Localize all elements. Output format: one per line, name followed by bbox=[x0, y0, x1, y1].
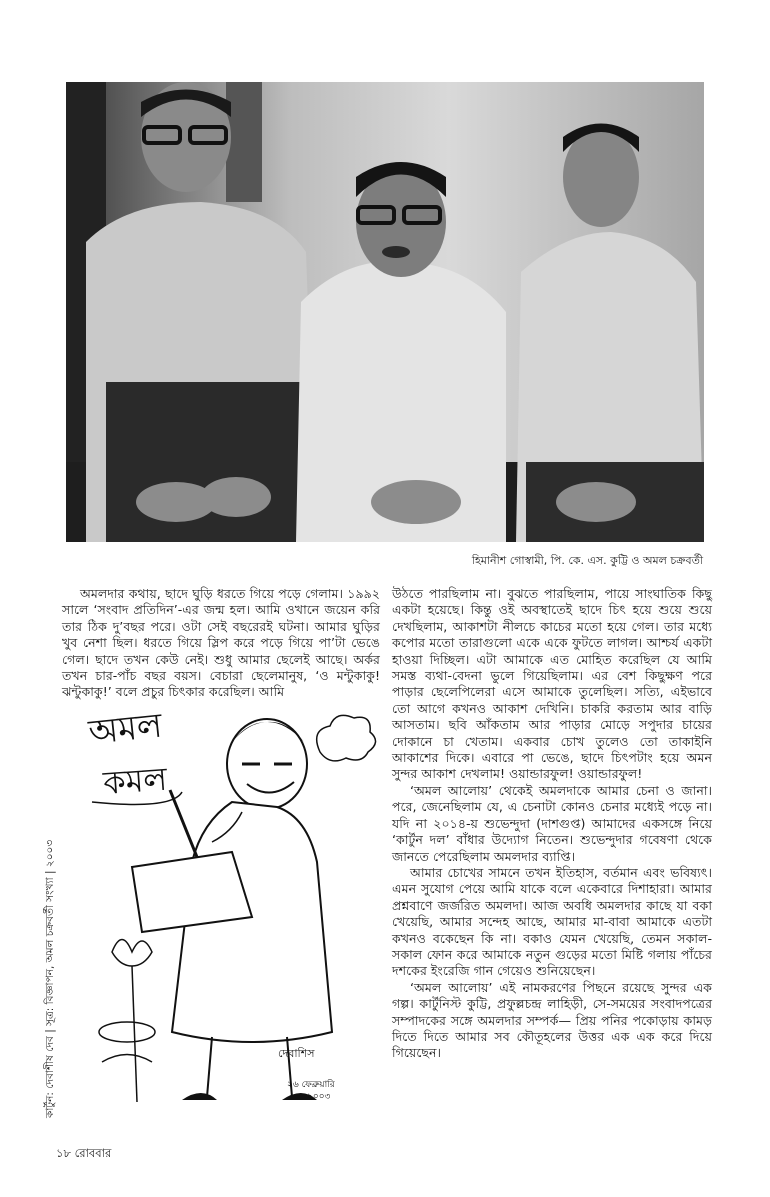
photo-caption: হিমানীশ গোস্বামী, পি. কে. এস. কুট্টি ও অমল চক্রবর্তী bbox=[471, 554, 703, 567]
cartoon-title-line1: অমল bbox=[86, 705, 165, 753]
article-column-left bbox=[62, 586, 380, 701]
paragraph: উঠতে পারছিলাম না। বুঝতে পারছিলাম, পায়ে সাংঘাতিক কিছু একটা হয়েছে। কিন্তু ওই অবস্থাতেই ছাদে চিৎ হয়ে শুয়ে শুয়ে দেখছিলাম, আকাশটা নীলচে কাচের মতো হয়ে গেল। তার মধ্যে কপোর মতো তারাগুলো একে একে ফুটতে লাগল। আশ্চর্য একটা হাওয়া দিচ্ছিল। এটা আমাকে এত মোহিত করেছিল যে আমি সমস্ত ব্যথা-বেদনা ভুলে গিয়েছিলাম। এর বেশ কিছুক্ষণ পরে পাড়ার ছেলেপিলেরা এসে আমাকে তুলেছিল। সত্যি, এইভাবে তো আগে কখনও আকাশ দেখিনি। চাকরি করতাম আর বাড়ি আসতাম। ছবি আঁকতাম আর পাড়ার মোড়ে সপুদার চায়ের দোকানে চা খেতাম। একবার চোখ তুলেও তো তাকাইনি আকাশের দিকে। এবারে পা ভেঙে, ছাদে চিৎপটাং হয়ে অমন সুন্দর আকাশ দেখলাম! ওয়ান্ডারফুল! ওয়ান্ডারফুল! bbox=[392, 586, 712, 782]
paragraph: অমলদার কথায়, ছাদে ঘুড়ি ধরতে গিয়ে পড়ে গেলাম। ১৯৯২ সালে ‘সংবাদ প্রতিদিন’-এর জন্ম হল। আমি ওখানে জয়েন করি তার ঠিক দু’বছর পরে। ওটা সেই বছরেরই ঘটনা। আমার ঘুড়ির খুব নেশা ছিল। ধরতে গিয়ে স্লিপ করে পড়ে গিয়ে পা’টা ভেঙে গেল। ছাদে তখন কেউ নেই। শুধু আমার ছেলেই আছে। অর্কর তখন চার-পাঁচ বছর বয়স। বেচারা ছেলেমানুষ, ‘ও মন্টুকাকু! ঝন্টুকাকু!’ বলে প্রচুর চিৎকার করেছিল। আমি bbox=[62, 586, 380, 700]
cartoon-illustration bbox=[82, 702, 382, 1122]
page-folio: ১৮ রোববার bbox=[56, 1146, 112, 1160]
paragraph: ‘অমল আলোয়’ থেকেই অমলদাকে আমার চেনা ও জানা। পরে, জেনেছিলাম যে, এ চেনাটা কোনও চেনার মধ্যেই পড়ে না। যদি না ২০১৪-য় শুভেন্দুদা (দাশগুপ্ত) আমাদের একসঙ্গে নিয়ে ‘কার্টুন দল’ বাঁধার উদ্যোগ নিতেন। শুভেন্দুদার গবেষণা থেকে জানতে পেরেছিলাম অমলদার ব্যাপ্তি। bbox=[392, 782, 712, 864]
cartoon-signature-line1: দেবাশিস bbox=[278, 1047, 315, 1060]
cartoon-signature-line3: ২০০৩ bbox=[307, 1092, 331, 1102]
cartoon-title-line2: কমল bbox=[101, 759, 169, 802]
photo-illustration bbox=[66, 82, 704, 542]
cartoon-signature-line2: ২৬ ফেব্রুয়ারি bbox=[287, 1080, 335, 1090]
cartoon-credit: কার্টুন: দেবাশীষ দেব | সূত্র: বিজ্ঞাপন, অমল চক্রবর্তী সংখ্যা | ২০০৩ bbox=[44, 839, 56, 1118]
archival-photo bbox=[66, 82, 704, 542]
article-column-right bbox=[392, 586, 712, 1062]
paragraph: ‘অমল আলোয়’ এই নামকরণের পিছনে রয়েছে সুন্দর এক গল্প। কার্টুনিস্ট কুট্টি, প্রফুল্লচন্দ্র লাহিড়ী, সে-সময়ের সংবাদপত্রের সম্পাদকের সঙ্গে অমলদার সম্পর্ক— প্রিয় পনির পকোড়ায় কামড় দিতে দিতে আমার সব কৌতূহলের উত্তর এক এক করে দিয়ে গিয়েছেন। bbox=[392, 979, 712, 1061]
paragraph: আমার চোখের সামনে তখন ইতিহাস, বর্তমান এবং ভবিষ্যৎ। এমন সুযোগ পেয়ে আমি যাকে বলে একেবারে দিশাহারা। আমার প্রশ্নবাণে জর্জরিত অমলদা। আজ অবধি অমলদার কাছে যা বকা খেয়েছি, আমার সন্দেহ আছে, আমার মা-বাবা আমাকে এতটা কখনও বকেছেন কি না। বকাও যেমন খেয়েছি, তেমন সকাল-সকাল ফোন করে আমাকে নতুন গুড়ের মতো মিষ্টি গলায় পাঁচের দশকের ইংরেজি গান গেয়েও শুনিয়েছেন। bbox=[392, 864, 712, 979]
cartoon-drawing bbox=[82, 702, 382, 1122]
